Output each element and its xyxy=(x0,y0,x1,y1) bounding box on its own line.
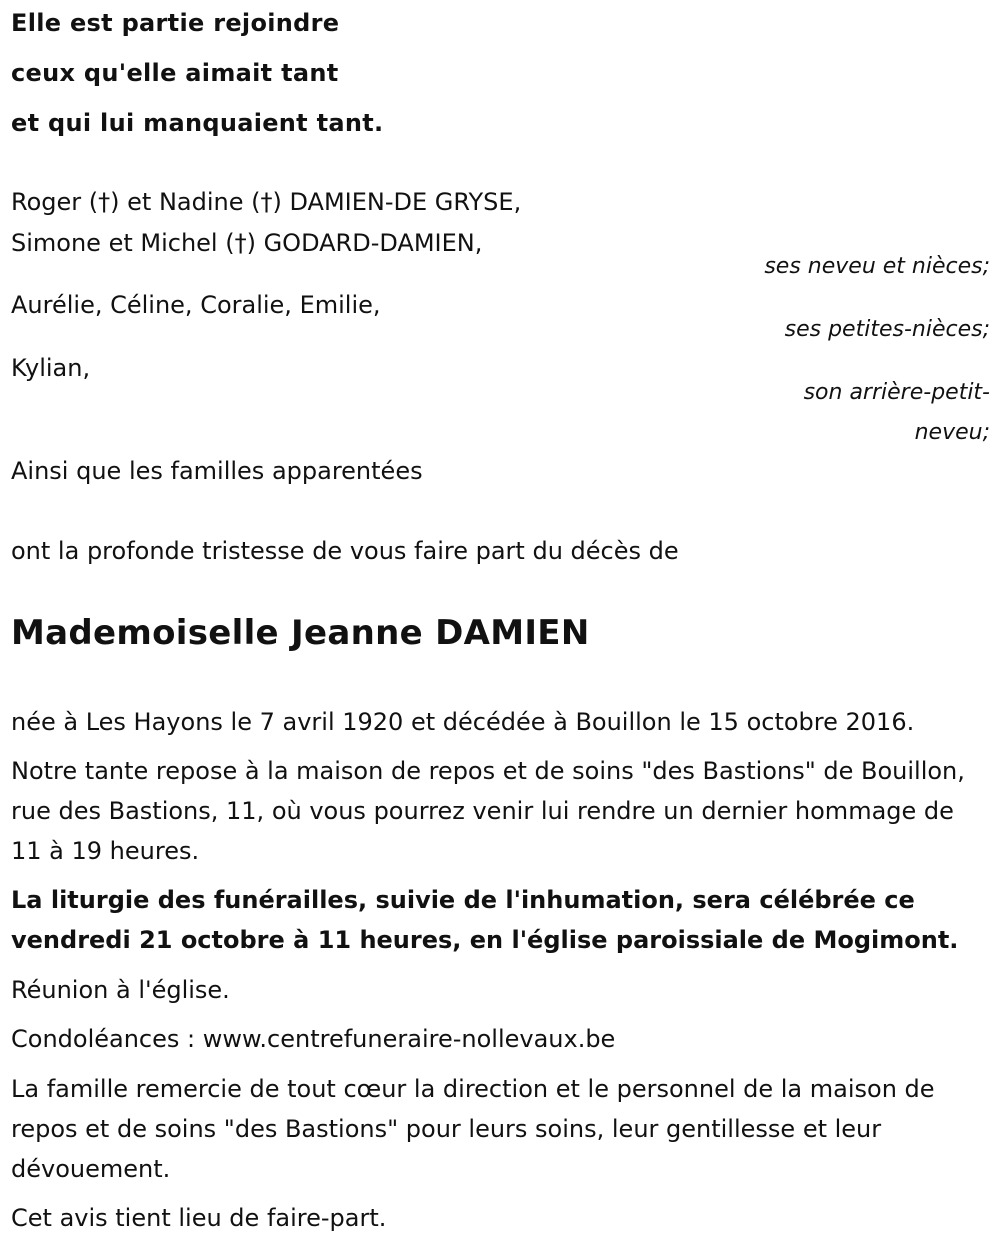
family-role-great-grandnephew-a: son arrière-petit- xyxy=(803,380,990,405)
deceased-name: Mademoiselle Jeanne DAMIEN xyxy=(11,613,590,653)
family-role-grandnieces: ses petites-nièces; xyxy=(784,317,990,342)
family-line-5: Ainsi que les familles apparentées xyxy=(11,457,423,485)
thanks-text: La famille remercie de tout cœur la direction et le personnel de la maison de repos et de soins "des Bastions" pour leurs soins, leur gentillesse et leur dévouement. xyxy=(11,1075,935,1183)
family-line-1: Roger (†) et Nadine (†) DAMIEN-DE GRYSE, xyxy=(11,188,522,216)
liturgy-text: La liturgie des funérailles, suivie de l'inhumation, sera célébrée ce vendredi 21 octobre à 11 heures, en l'église paroissiale de Mogimont. xyxy=(11,886,959,954)
notice-text: Cet avis tient lieu de faire-part. xyxy=(11,1204,387,1232)
announcement-text: ont la profonde tristesse de vous faire part du décès de xyxy=(11,537,679,565)
family-role-great-grandnephew-b: neveu; xyxy=(914,420,990,445)
family-line-3: Aurélie, Céline, Coralie, Emilie, xyxy=(11,291,381,319)
intro-line-1: Elle est partie rejoindre xyxy=(11,9,340,37)
birth-death-text: née à Les Hayons le 7 avril 1920 et décédée à Bouillon le 15 octobre 2016. xyxy=(11,708,915,736)
meeting-text: Réunion à l'église. xyxy=(11,976,230,1004)
family-role-nephews: ses neveu et nièces; xyxy=(764,254,990,279)
intro-line-3: et qui lui manquaient tant. xyxy=(11,109,384,137)
family-line-4: Kylian, xyxy=(11,354,91,382)
condolences-text: Condoléances : www.centrefuneraire-nollevaux.be xyxy=(11,1025,616,1053)
rest-location-text: Notre tante repose à la maison de repos et de soins "des Bastions" de Bouillon, rue des Bastions, 11, où vous pourrez venir lui rendre un dernier hommage de 11 à 19 heures. xyxy=(11,757,965,865)
family-line-2: Simone et Michel (†) GODARD-DAMIEN, xyxy=(11,229,483,257)
intro-line-2: ceux qu'elle aimait tant xyxy=(11,59,339,87)
